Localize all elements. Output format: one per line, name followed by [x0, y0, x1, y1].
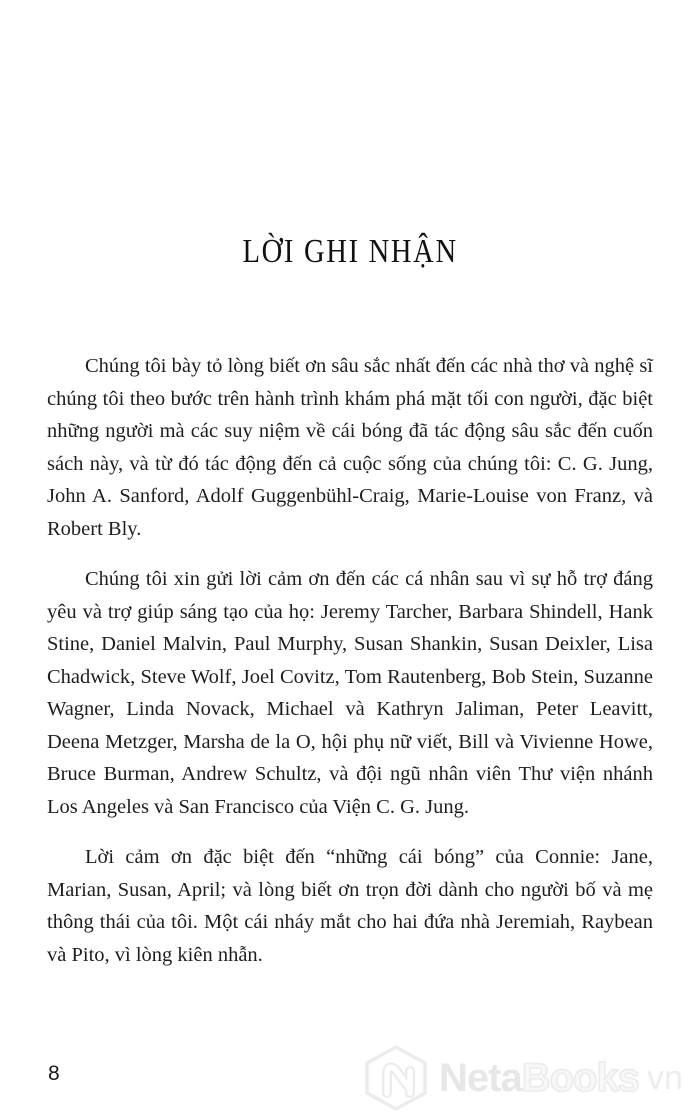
page-number: 8 — [48, 1062, 60, 1085]
chapter-title-row — [0, 235, 700, 269]
watermark-books-text: Books — [521, 1055, 639, 1100]
watermark-vn-text: vn — [646, 1058, 683, 1097]
paragraph-acknowledgement-3: Lời cảm ơn đặc biệt đến “những cái bóng” của Connie: Jane, Marian, Susan, April; và lòng biết ơn trọn đời dành cho người bố và mẹ thông thái của tôi. Một cái nháy mắt cho hai đứa nhà Jeremiah, Raybean và Pito, vì lòng kiên nhẫn. — [47, 846, 653, 966]
paragraph-acknowledgement-1: Chúng tôi bày tỏ lòng biết ơn sâu sắc nhất đến các nhà thơ và nghệ sĩ chúng tôi theo bước trên hành trình khám phá mặt tối con người, đặc biệt những người mà các suy niệm về cái bóng đã tác động sâu sắc đến cuốn sách này, và từ đó tác động đến cả cuộc sống của chúng tôi: C. G. Jung, John A. Sanford, Adolf Guggenbühl-Craig, Marie-Louise von Franz, và Robert Bly. — [47, 355, 653, 540]
netabooks-watermark — [362, 1044, 683, 1112]
paragraph-acknowledgement-2: Chúng tôi xin gửi lời cảm ơn đến các cá nhân sau vì sự hỗ trợ đáng yêu và trợ giúp sáng tạo của họ: Jeremy Tarcher, Barbara Shindell, Hank Stine, Daniel Malvin, Paul Murphy, Susan Shankin, Susan Deixler, Lisa Chadwick, Steve Wolf, Joel Covitz, Tom Rautenberg, Bob Stein, Suzanne Wagner, Linda Novack, Michael và Kathryn Jaliman, Peter Leavitt, Deena Metzger, Marsha de la O, hội phụ nữ viết, Bill và Vivienne Howe, Bruce Burman, Andrew Schultz, và đội ngũ nhân viên Thư viện nhánh Los Angeles và San Francisco của Viện C. G. Jung. — [47, 568, 653, 818]
watermark-neta-text: Neta — [439, 1055, 522, 1100]
page-title: LỜI GHI NHẬN — [242, 233, 458, 270]
netabooks-hexagon-logo-icon — [362, 1045, 430, 1111]
body-text — [47, 350, 653, 989]
